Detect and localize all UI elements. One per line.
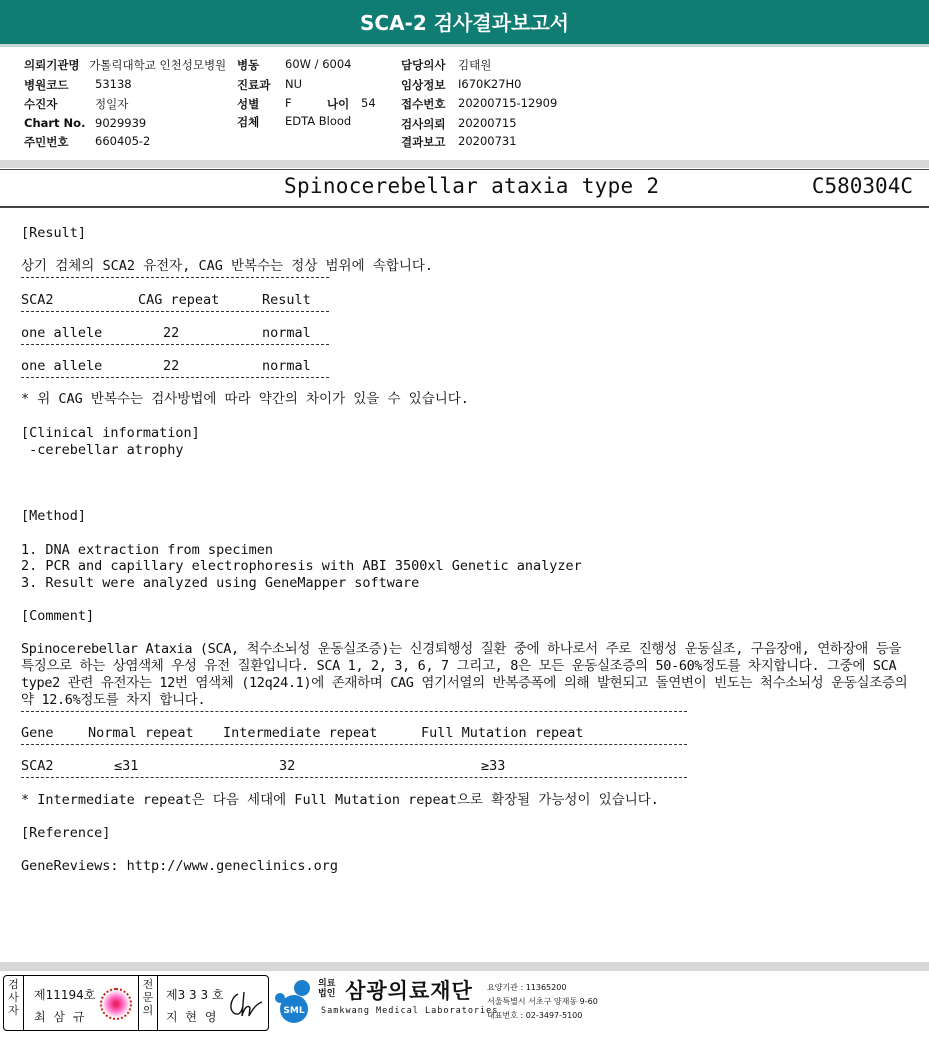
sex-label: 성별 [237, 97, 260, 111]
table-rule [21, 711, 687, 712]
specialist-name: 지 현 영 [166, 1010, 219, 1024]
hospital-code-label: 병원코드 [24, 78, 69, 92]
department-value: NU [285, 77, 303, 91]
institution-value: 가톨릭대학교 인천성모병원 [89, 58, 227, 72]
specialist-label: 전문의 [138, 976, 158, 1030]
footer [0, 972, 929, 1040]
doctor-value: 김태원 [458, 58, 492, 72]
examiner-label: 검사자 [4, 976, 24, 1030]
institution-label: 의뢰기관명 [24, 58, 80, 72]
reference-link[interactable]: GeneReviews: http://www.geneclinics.org [21, 858, 338, 874]
patient-label: 수진자 [24, 97, 58, 111]
corp-phone: 대표번호 : 02-3497-5100 [487, 1011, 583, 1020]
test-code: C580304C [811, 174, 913, 198]
hospital-code-value: 53138 [95, 77, 132, 91]
corp-address: 서울특별시 서초구 양재동 9-60 [487, 997, 598, 1006]
result-summary: 상기 검체의 SCA2 유전자, CAG 반복수는 정상 범위에 속합니다. [21, 258, 434, 274]
specimen-label: 검체 [237, 115, 260, 129]
patient-value: 정일자 [95, 97, 129, 111]
patient-info-panel [0, 50, 929, 160]
receipt-no-label: 접수번호 [401, 97, 446, 111]
test-name: Spinocerebellar ataxia type 2 [284, 174, 660, 198]
table-row-2-result: normal [262, 358, 311, 374]
repeat-row-normal: ≤31 [114, 758, 139, 774]
table-row-2-allele: one allele [21, 358, 103, 374]
method-step-3: 3. Result were analyzed using GeneMapper software [21, 575, 420, 591]
brand-block [318, 975, 473, 1005]
request-date-label: 검사의뢰 [401, 117, 446, 131]
sex-value: F [285, 96, 292, 110]
repeat-col-gene: Gene [21, 725, 54, 741]
method-step-2: 2. PCR and capillary electrophoresis with ABI 3500xl Genetic analyzer [21, 558, 582, 574]
table-row-1-cag: 22 [163, 325, 180, 341]
table-rule [21, 311, 329, 312]
resident-no-label: 주민번호 [24, 135, 69, 149]
clinical-heading: [Clinical information] [21, 425, 200, 441]
clinical-line: -cerebellar atrophy [21, 442, 184, 458]
table-rule [21, 277, 329, 278]
chart-no-label: Chart No. [24, 116, 86, 130]
reference-heading: [Reference] [21, 825, 111, 841]
specimen-value: EDTA Blood [285, 114, 352, 128]
repeat-row-full: ≥33 [481, 758, 506, 774]
header-divider [0, 160, 929, 168]
header-line [0, 169, 929, 170]
report-title: SCA-2 검사결과보고서 [0, 0, 929, 47]
table-row-1-allele: one allele [21, 325, 103, 341]
brand-small: 의료법인 [318, 979, 336, 999]
resident-no-value: 660405-2 [95, 134, 151, 148]
repeat-row-intermediate: 32 [279, 758, 296, 774]
request-date-value: 20200715 [458, 116, 517, 130]
specialist-license: 제3 3 3 호 [166, 988, 224, 1002]
examiner-name: 최 삼 규 [34, 1010, 87, 1024]
doctor-label: 담당의사 [401, 58, 446, 72]
report-date-label: 결과보고 [401, 135, 446, 149]
table-rule [21, 344, 329, 345]
method-heading: [Method] [21, 508, 87, 524]
comment-text: Spinocerebellar Ataxia (SCA, 척수소뇌성 운동실조증)는 신경퇴행성 질환 중에 하나로서 주로 진행성 운동실조, 구음장애, 연하장애 등을 특징으로 하는 상염색체 우성 유전 질환입니다. SCA 1, 2, 3, 6, 7 그리고, 8은 모든 운동실조증의 50-60%정도를 차지합니다. 그중에 SCA type2 관련 유전자는 12번 염색체 (12q24.1)에 존재하며 CAG 염기서열의 반복증폭에 의해 발현되고 돌연변이 빈도는 척수소뇌성 운동실조증의 약 12.6%정도를 차지 합니다. [21, 641, 908, 708]
repeat-col-full: Full Mutation repeat [421, 725, 584, 741]
department-label: 진료과 [237, 78, 271, 92]
result-heading: [Result] [21, 225, 87, 241]
report-date-value: 20200731 [458, 134, 517, 148]
seal-icon [100, 988, 132, 1020]
result-col-result: Result [262, 292, 311, 308]
comment-heading: [Comment] [21, 608, 95, 624]
table-rule [21, 777, 687, 778]
table-row-2-cag: 22 [163, 358, 180, 374]
receipt-no-value: 20200715-12909 [458, 96, 558, 110]
institution-row [24, 57, 226, 73]
brand-name: 삼광의료재단 [345, 979, 473, 1003]
repeat-col-normal: Normal repeat [88, 725, 194, 741]
ward-label: 병동 [237, 58, 260, 72]
repeat-row-gene: SCA2 [21, 758, 54, 774]
test-divider [0, 206, 929, 208]
ward-value: 60W / 6004 [285, 57, 352, 71]
result-col-gene: SCA2 [21, 292, 54, 308]
chart-no-value: 9029939 [95, 116, 147, 130]
corp-code: 요양기관 : 11365200 [487, 983, 567, 992]
clinical-info-value: I670K27H0 [458, 77, 522, 91]
sml-logo-icon [272, 978, 316, 1028]
table-rule [21, 377, 329, 378]
method-step-1: 1. DNA extraction from specimen [21, 542, 273, 558]
result-note: * 위 CAG 반복수는 검사방법에 따라 약간의 차이가 있을 수 있습니다. [21, 391, 469, 407]
brand-english: Samkwang Medical Laboratories [321, 1006, 499, 1016]
signature-box [3, 975, 269, 1031]
table-row-1-result: normal [262, 325, 311, 341]
comment-note: * Intermediate repeat은 다음 세대에 Full Mutation repeat으로 확장될 가능성이 있습니다. [21, 792, 659, 808]
table-rule [21, 744, 687, 745]
footer-divider [0, 962, 929, 971]
signature-icon [226, 988, 264, 1020]
repeat-col-intermediate: Intermediate repeat [223, 725, 378, 741]
logo-text: SML [283, 1006, 305, 1016]
clinical-info-label: 임상정보 [401, 78, 446, 92]
result-col-cag: CAG repeat [138, 292, 220, 308]
age-value: 54 [361, 96, 376, 110]
examiner-license: 제11194호 [34, 988, 96, 1002]
age-label: 나이 [327, 97, 350, 111]
